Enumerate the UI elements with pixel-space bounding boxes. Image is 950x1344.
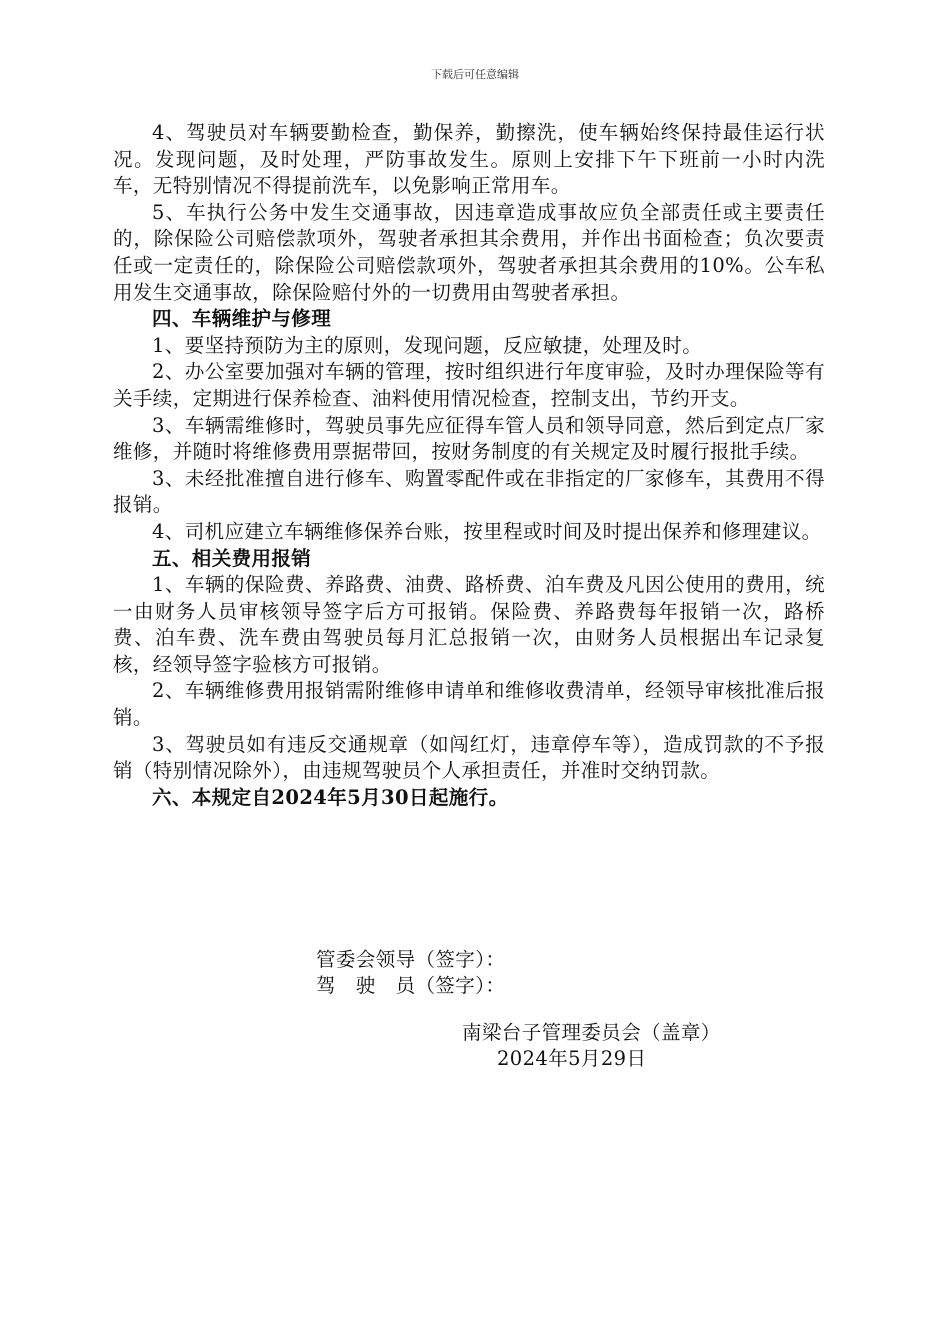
page-header: 下载后可任意编辑 <box>431 68 519 81</box>
paragraph-repair-reimbursement: 2、车辆维修费用报销需附维修申请单和维修收费清单，经领导审核批准后报销。 <box>113 679 825 730</box>
paragraph-expense-reimbursement: 1、车辆的保险费、养路费、油费、路桥费、泊车费及凡因公使用的费用，统一由财务人员审核领导签字后方可报销。保险费、养路费每年报销一次，路桥费、泊车费、洗车费由驾驶员每月汇总报销一次，由财务人员根据出车记录复核，经领导签字验核方可报销。 <box>113 573 825 676</box>
organization-seal-line: 南梁台子管理委员会（盖章） <box>462 1021 721 1044</box>
paragraph-unauthorized-repair: 3、未经批准擅自进行修车、购置零配件或在非指定的厂家修车，其费用不得报销。 <box>113 466 825 517</box>
section-heading-maintenance: 四、车辆维护与修理 <box>152 307 332 331</box>
section-heading-effective-date: 六、本规定自2024年5月30日起施行。 <box>152 785 509 809</box>
paragraph-driver-maintenance: 4、驾驶员对车辆要勤检查，勤保养，勤擦洗，使车辆始终保持最佳运行状况。发现问题，及时处理，严防事故发生。原则上安排下午下班前一小时内洗车，无特别情况不得提前洗车，以免影响正常用车。 <box>113 121 825 198</box>
document-body <box>113 120 825 811</box>
paragraph-traffic-fines: 3、驾驶员如有违反交通规章（如闯红灯，违章停车等），造成罚款的不予报销（特别情况除外），由违规驾驶员个人承担责任，并准时交纳罚款。 <box>113 732 825 783</box>
driver-signature-line: 驾 驶 员（签字）： <box>316 974 506 997</box>
paragraph-repair-approval: 3、车辆需维修时，驾驶员事先应征得车管人员和领导同意，然后到定点厂家维修，并随时将维修费用票据带回，按财务制度的有关规定及时履行报批手续。 <box>113 413 825 464</box>
paragraph-maintenance-ledger: 4、司机应建立车辆维修保养台账，按里程或时间及时提出保养和修理建议。 <box>152 519 822 543</box>
leader-signature-line: 管委会领导（签字）： <box>316 948 506 971</box>
paragraph-office-management: 2、办公室要加强对车辆的管理，按时组织进行年度审验，及时办理保险等有关手续，定期进行保养检查、油料使用情况检查，控制支出，节约开支。 <box>113 360 825 410</box>
document-date: 2024年5月29日 <box>497 1047 647 1070</box>
section-heading-expenses: 五、相关费用报销 <box>152 546 312 570</box>
paragraph-traffic-accident: 5、车执行公务中发生交通事故，因违章造成事故应负全部责任或主要责任的，除保险公司赔偿款项外，驾驶者承担其余费用，并作出书面检查；负次要责任或一定责任的，除保险公司赔偿款项外，驾驶者承担其余费用的10%。公车私用发生交通事故，除保险赔付外的一切费用由驾驶者承担。 <box>113 200 825 304</box>
paragraph-prevention: 1、要坚持预防为主的原则，发现问题，反应敏捷，处理及时。 <box>152 333 703 357</box>
